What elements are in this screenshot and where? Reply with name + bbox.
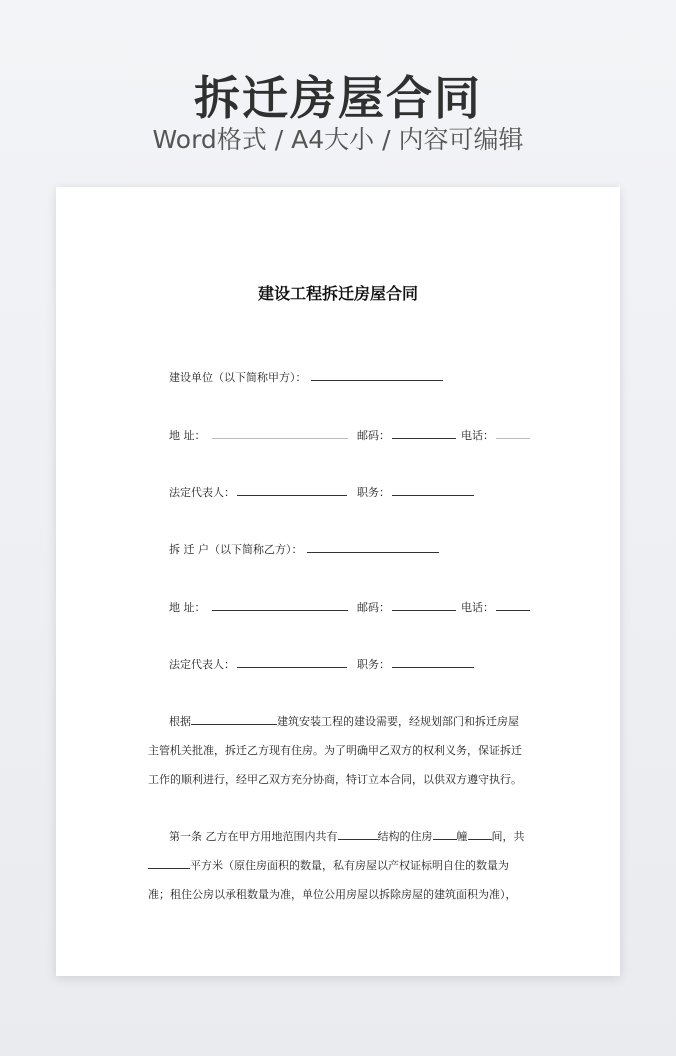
article-1-line-3: 准；租住公房以承租数量为准，单位公用房屋以拆除房屋的建筑面积为准）， (148, 888, 517, 901)
promo-subtitle: Word格式 / A4大小 / 内容可编辑 (152, 125, 524, 154)
art1-text-a: 第一条 乙方在甲方用地范围内共有 (169, 830, 338, 843)
address-label: 地 址： (169, 601, 206, 614)
art1-text-d: 间，共 (491, 830, 525, 843)
area-blank[interactable] (148, 857, 190, 869)
party-b-phone-row (461, 599, 530, 615)
legal-rep-label: 法定代表人： (169, 486, 235, 499)
postcode-label: 邮码： (357, 601, 390, 614)
address-label: 地 址： (169, 429, 206, 442)
para1-text-a: 根据 (169, 715, 191, 728)
party-b-position-row (357, 656, 474, 672)
party-b-legal-rep-row (169, 656, 347, 672)
para1-text-b: 建筑安装工程的建设需要，经规划部门和拆迁房屋 (277, 715, 519, 728)
phone-label: 电话： (461, 429, 494, 442)
article-1-line-2 (148, 857, 509, 873)
room-count-blank[interactable] (468, 828, 492, 840)
party-a-row (169, 369, 443, 385)
phone-blank[interactable] (496, 599, 530, 611)
party-a-postcode-row (357, 427, 456, 443)
art1-text-b: 结构的住房 (377, 830, 433, 843)
legal-rep-blank[interactable] (237, 484, 347, 496)
art1-text-e: 平方米（原住房面积的数量，私有房屋以产权证标明自住的数量为 (190, 859, 509, 872)
party-a-label: 建设单位（以下简称甲方）： (169, 371, 307, 384)
party-b-label: 拆 迁 户（以下简称乙方）： (169, 543, 303, 556)
postcode-blank[interactable] (392, 427, 456, 439)
postcode-label: 邮码： (357, 429, 390, 442)
legal-rep-blank[interactable] (237, 656, 347, 668)
building-count-blank[interactable] (433, 828, 457, 840)
legal-rep-label: 法定代表人： (169, 658, 235, 671)
party-a-phone-row (461, 427, 530, 443)
structure-blank[interactable] (338, 828, 378, 840)
art1-text-c: 幢 (456, 830, 468, 843)
position-label: 职务： (357, 486, 390, 499)
party-b-blank[interactable] (307, 541, 439, 553)
phone-blank[interactable] (496, 427, 530, 439)
paragraph-1-line-2: 主管机关批准，拆迁乙方现有住房。为了明确甲乙双方的权利义务，保证拆迁 (148, 744, 522, 757)
promo-title: 拆迁房屋合同 (194, 71, 482, 125)
document-title: 建设工程拆迁房屋合同 (257, 284, 418, 303)
party-b-postcode-row (357, 599, 456, 615)
party-a-blank[interactable] (311, 369, 443, 381)
article-1-line-1 (169, 828, 525, 844)
paragraph-1-line-1 (169, 713, 519, 729)
party-a-position-row (357, 484, 474, 500)
position-label: 职务： (357, 658, 390, 671)
party-a-address-row (169, 427, 348, 443)
paragraph-1-line-3: 工作的顺利进行，经甲乙双方充分协商，特订立本合同，以供双方遵守执行。 (148, 773, 522, 786)
party-b-row (169, 541, 439, 557)
postcode-blank[interactable] (392, 599, 456, 611)
project-name-blank[interactable] (191, 713, 277, 725)
position-blank[interactable] (392, 656, 474, 668)
address-blank[interactable] (212, 427, 348, 439)
phone-label: 电话： (461, 601, 494, 614)
document-page (56, 187, 620, 976)
position-blank[interactable] (392, 484, 474, 496)
address-blank[interactable] (212, 599, 348, 611)
party-b-address-row (169, 599, 348, 615)
party-a-legal-rep-row (169, 484, 347, 500)
